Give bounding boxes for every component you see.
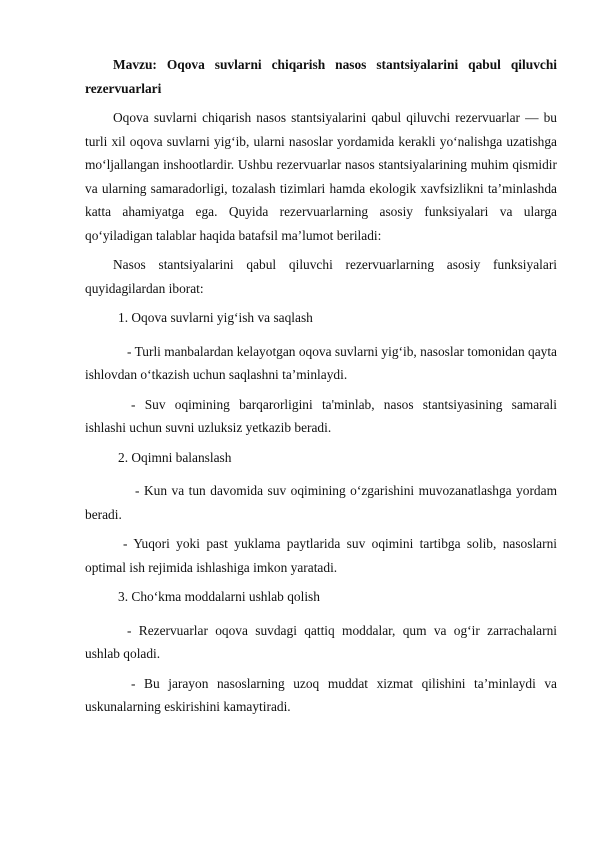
section-heading-3: 3. Cho‘kma moddalarni ushlab qolish: [118, 589, 320, 604]
section-1-point-2: - Suv oqimining barqarorligini ta'minlab, nasos stantsiyasining samarali ishlashi uchun suvni uzluksiz yetkazib beradi.: [85, 396, 557, 435]
section-2-point-2: - Yuqori yoki past yuklama paytlarida suv oqimini tartibga solib, nasoslarni optimal ish rejimida ishlashiga imkon yaratadi.: [85, 536, 557, 575]
intro-paragraph: Oqova suvlarni chiqarish nasos stantsiyalarini qabul qiluvchi rezervuarlar — bu turli xil oqova suvlarni yig‘ib, ularni nasoslar yordamida kerakli yo‘nalishga uzatishga mo‘ljallangan inshootlardir. Ushbu rezervuarlar nasos stantsiyalarining muhim qismidir va ularning samaradorligi, tozalash tizimlari hamda ekologik xavfsizlikni ta’minlashda katta ahamiyatga ega. Quyida rezervuarlarning asosiy funksiyalari va ularga qo‘yiladigan talablar haqida batafsil ma’lumot beriladi:: [85, 110, 557, 243]
document-page: [85, 53, 557, 725]
section-heading-2: 2. Oqimni balanslash: [118, 449, 232, 465]
functions-intro-paragraph: Nasos stantsiyalarini qabul qiluvchi rezervuarlarning asosiy funksiyalari quyidagilardan iborat:: [85, 257, 557, 296]
section-3-point-2: - Bu jarayon nasoslarning uzoq muddat xizmat qilishini ta’minlaydi va uskunalarning eskirishini kamaytiradi.: [85, 675, 557, 714]
section-heading-1: 1. Oqova suvlarni yig‘ish va saqlash: [118, 310, 313, 325]
section-1-point-1: - Turli manbalardan kelayotgan oqova suvlarni yig‘ib, nasoslar tomonidan qayta ishlovdan o‘tkazish uchun saqlashni ta’minlaydi.: [85, 343, 557, 382]
section-3-point-1: - Rezervuarlar oqova suvdagi qattiq moddalar, qum va og‘ir zarrachalarni ushlab qoladi.: [85, 622, 557, 661]
section-2-point-1: - Kun va tun davomida suv oqimining o‘zgarishini muvozanatlashga yordam beradi.: [85, 483, 557, 522]
document-title: Mavzu: Oqova suvlarni chiqarish nasos stantsiyalarini qabul qiluvchi rezervuarlari: [85, 57, 557, 96]
